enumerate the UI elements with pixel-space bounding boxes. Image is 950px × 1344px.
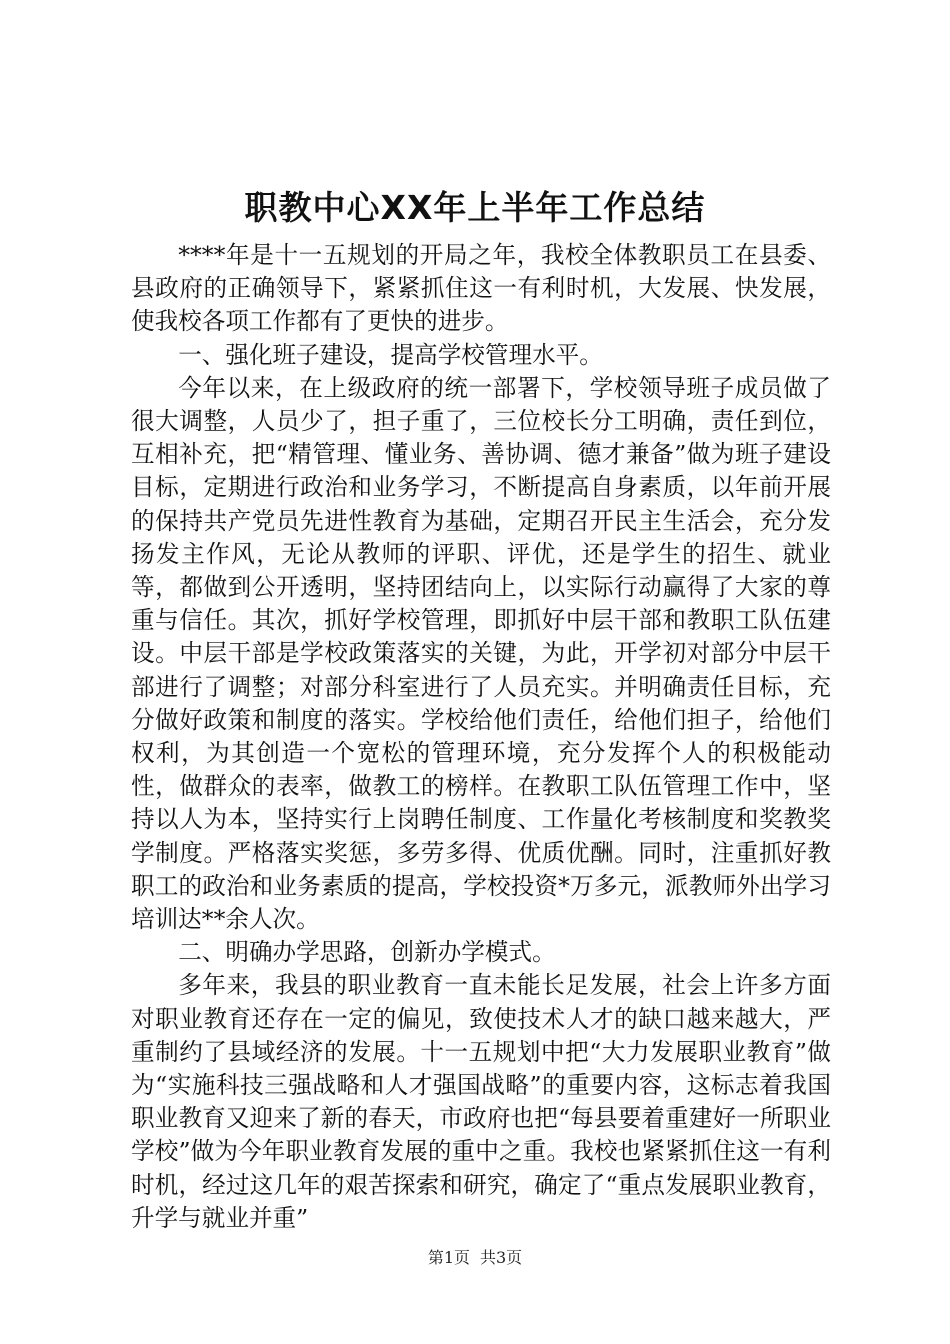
document-body <box>131 239 831 1235</box>
page-total: 共3页 <box>480 1248 523 1267</box>
page-footer <box>0 1247 950 1269</box>
intro-paragraph: ****年是十一五规划的开局之年，我校全体教职员工在县委、县政府的正确领导下，紧紧抓住这一有利时机，大发展、快发展，使我校各项工作都有了更快的进步。 <box>131 241 831 336</box>
page-number: 第1页 <box>427 1248 470 1267</box>
section-1-paragraph: 今年以来，在上级政府的统一部署下，学校领导班子成员做了很大调整，人员少了，担子重了，三位校长分工明确，责任到位，互相补充，把“精管理、懂业务、善协调、德才兼备”做为班子建设目标，定期进行政治和业务学习，不断提高自身素质，以年前开展的保持共产党员先进性教育为基础，定期召开民主生活会，充分发扬发主作风，无论从教师的评职、评优，还是学生的招生、就业等，都做到公开透明，坚持团结向上，以实际行动赢得了大家的尊重与信任。其次，抓好学校管理，即抓好中层干部和教职工队伍建设。中层干部是学校政策落实的关键，为此，开学初对部分中层干部进行了调整；对部分科室进行了人员充实。并明确责任目标，充分做好政策和制度的落实。学校给他们责任，给他们担子，给他们权利，为其创造一个宽松的管理环境，充分发挥个人的积极能动性，做群众的表率，做教工的榜样。在教职工队伍管理工作中，坚持以人为本，坚持实行上岗聘任制度、工作量化考核制度和奖教奖学制度。严格落实奖惩，多劳多得、优质优酬。同时，注重抓好教职工的政治和业务素质的提高，学校投资*万多元，派教师外出学习培训达**余人次。 <box>131 373 831 934</box>
section-heading-2: 二、明确办学思路，创新办学模式。 <box>178 938 556 967</box>
section-2-paragraph: 多年来，我县的职业教育一直未能长足发展，社会上许多方面对职业教育还存在一定的偏见，致使技术人才的缺口越来越大，严重制约了县域经济的发展。十一五规划中把“大力发展职业教育”做为“实施科技三强战略和人才强国战略”的重要内容，这标志着我国职业教育又迎来了新的春天，市政府也把“每县要着重建好一所职业学校”做为今年职业教育发展的重中之重。我校也紧紧抓住这一有利时机，经过这几年的艰苦探索和研究，确定了“重点发展职业教育，升学与就业并重” <box>131 971 831 1232</box>
section-heading-1: 一、强化班子建设，提高学校管理水平。 <box>178 340 603 369</box>
document-title: 职教中心XX年上半年工作总结 <box>244 188 706 227</box>
